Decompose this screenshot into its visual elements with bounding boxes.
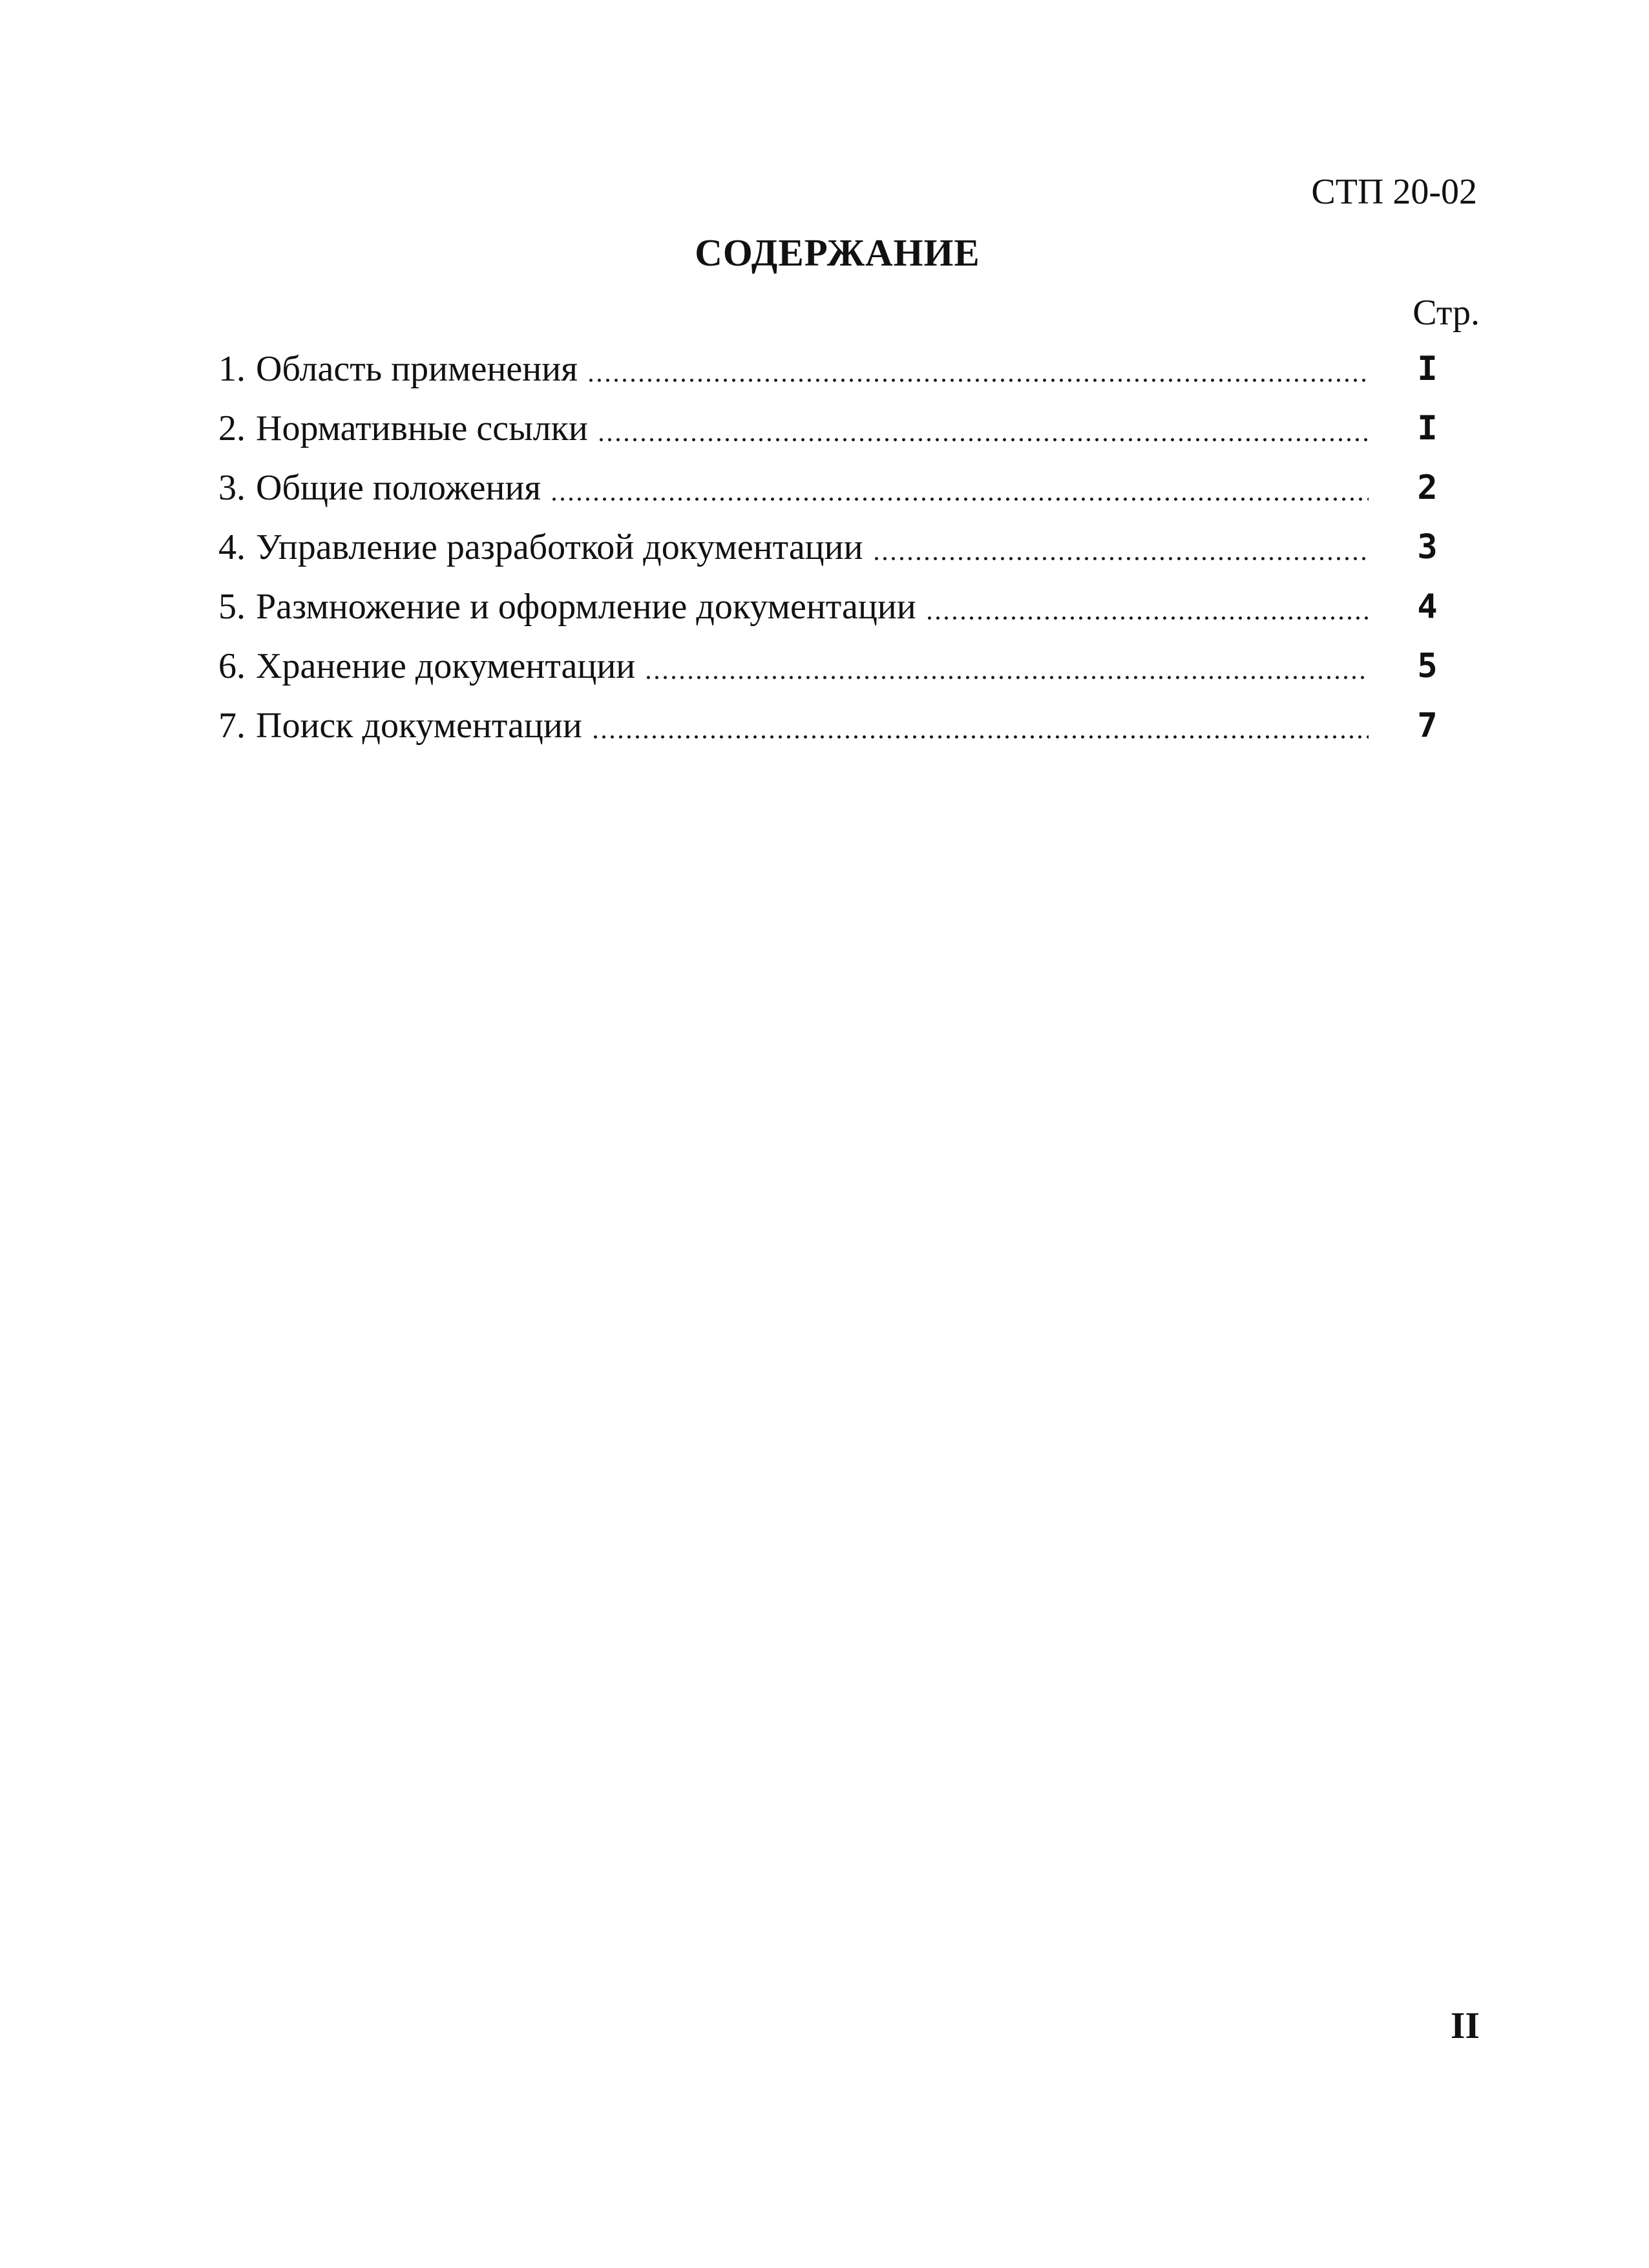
toc-entry-title: Размножение и оформление документации — [256, 587, 916, 627]
dot-leader — [550, 458, 1369, 518]
toc-entry-title: Нормативные ссылки — [256, 408, 588, 448]
toc-entry-page: 2 — [1417, 468, 1438, 507]
toc-entry-body — [256, 399, 1369, 458]
toc-entry-number: 3. — [218, 468, 246, 508]
toc-entry-number: 7. — [218, 706, 246, 746]
toc-entry-page: I — [1417, 409, 1438, 448]
toc-entry-number: 5. — [218, 587, 246, 627]
toc-entry-body — [256, 636, 1369, 696]
toc-entry-title: Управление разработкой документации — [256, 527, 863, 567]
page-column-label: Стр. — [1413, 293, 1480, 333]
page-title: СОДЕРЖАНИЕ — [695, 231, 980, 274]
toc-entry — [193, 458, 1491, 518]
toc-entry-number: 2. — [218, 408, 246, 448]
page-number: II — [1450, 2004, 1480, 2046]
toc-entry-page: 4 — [1417, 587, 1438, 626]
toc-entry-title: Область применения — [256, 349, 578, 389]
toc-entry — [193, 696, 1491, 755]
dot-leader — [591, 696, 1369, 755]
toc-entry — [193, 577, 1491, 636]
toc-entry-body — [256, 458, 1369, 518]
toc-entry-body — [256, 696, 1369, 755]
table-of-contents — [193, 339, 1491, 755]
toc-entry-title: Поиск документации — [256, 706, 582, 746]
dot-leader — [644, 636, 1369, 696]
toc-entry-number: 6. — [218, 646, 246, 686]
toc-entry-body — [256, 577, 1369, 636]
toc-entry — [193, 339, 1491, 399]
toc-entry-page: 3 — [1417, 528, 1438, 567]
toc-entry-title: Общие положения — [256, 468, 541, 508]
dot-leader — [925, 577, 1369, 636]
toc-entry — [193, 636, 1491, 696]
toc-entry-title: Хранение документации — [256, 646, 636, 686]
toc-entry-page: 7 — [1417, 706, 1438, 745]
document-code: СТП 20-02 — [1311, 172, 1477, 212]
toc-entry-number: 1. — [218, 349, 246, 389]
toc-entry-page: 5 — [1417, 647, 1438, 686]
dot-leader — [597, 399, 1369, 458]
toc-entry-number: 4. — [218, 527, 246, 567]
toc-entry-body — [256, 518, 1369, 577]
dot-leader — [872, 518, 1369, 577]
dot-leader — [587, 339, 1369, 399]
toc-entry-page: I — [1417, 350, 1438, 388]
toc-entry — [193, 518, 1491, 577]
toc-entry — [193, 399, 1491, 458]
toc-entry-body — [256, 339, 1369, 399]
